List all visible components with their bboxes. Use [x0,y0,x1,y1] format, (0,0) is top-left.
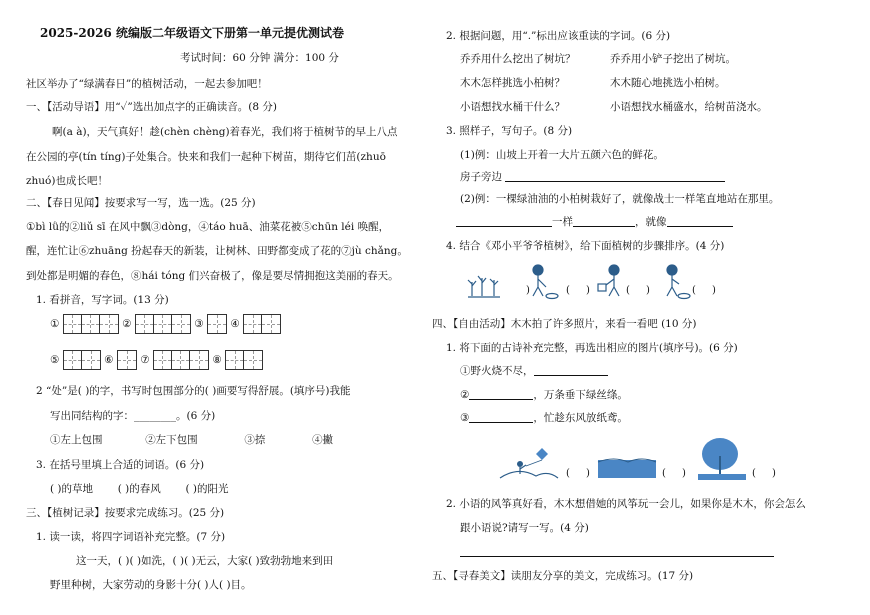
writing-grid-2[interactable] [135,314,191,334]
grid-label-6: ⑥ [104,354,114,366]
q1-line-2: 在公园的亭(tín tíng)子处集合。快来和我们一起种下树苗，期待它们茁(zhuō [26,151,386,163]
q2-line-3: 到处都是明媚的春色，⑧hái tóng 们兴奋极了，像是要尽情拥抱这美丽的春天。 [26,270,399,282]
q4-2-line-1: 2. 小语的风筝真好看，木木想借她的风筝玩一会儿，如果你是木木，你会怎么 [446,498,806,510]
svg-text:): ) [712,285,716,296]
grid-label-7: ⑦ [140,354,150,366]
svg-text:(: ( [692,285,696,296]
svg-text:): ) [682,468,686,479]
q2-4-heading: 4. 结合《邓小平爷爷植树》，给下面植树的步骤排序。(4 分) [446,240,725,252]
grid-label-8: ⑧ [212,354,222,366]
q2-line-1 [26,221,426,234]
q3-line-2: 野里种树，大家劳动的身影十分( )人( )目。 [50,579,252,591]
q1-line-3: zhuó)也成长吧！ [26,175,108,187]
poem-line-2 [460,389,628,402]
writing-grid-8[interactable] [225,350,263,370]
grid-label-5: ⑤ [50,354,60,366]
section-1-heading: 一、【活动导语】用“✓”选出加点字的正确读音。(8 分) [26,101,277,113]
fill-item-1: ( )的草地 [50,483,94,495]
answer-blank-5[interactable] [460,546,774,557]
svg-text:(: ( [566,468,570,479]
fill-item-2: ( )的春风 [117,483,161,495]
subquestion-2-line-1: 2 “处”是( )的字，书写时包围部分的( )画要写得舒展。(填序号)我能 [36,385,351,397]
section-5-heading: 五、【寻春美文】读朋友分享的美文，完成练习。(17 分) [432,570,694,582]
watering-child-icon [598,265,619,296]
poem-line-1 [460,365,608,378]
section-2-heading: 二、【春日见闻】按要求写一写，选一选。(25 分) [26,197,256,209]
grid-row-2 [50,350,263,370]
answer-blank-2[interactable] [456,216,552,227]
seedlings-icon [468,276,500,297]
subquestion-3: 3. 在括号里填上合适的词语。(6 分) [36,459,205,471]
subquestion-3-items [50,483,228,496]
svg-text:(: ( [752,468,756,479]
planting-steps-illustration [466,262,730,304]
q4-2-line-2: 跟小语说?请写一写。(4 分) [460,522,589,534]
svg-text:(: ( [566,285,570,296]
example-1-answer-line [460,171,725,184]
option-4: ④撇 [312,434,334,446]
writing-grid-4[interactable] [243,314,281,334]
q2-line-2: 醒，连忙让⑥zhuāng 扮起春天的新装，让树林、田野都变成了花的⑦jù chǎng。 [26,245,408,257]
poem-line-3 [460,412,628,425]
svg-text:): ) [526,285,530,296]
subquestion-1: 1. 看拼音，写字词。(13 分) [36,294,169,306]
poem-line-1-text: ①野火烧不尽， [460,365,534,377]
willow-tree-icon [698,438,746,480]
svg-text:(: ( [662,468,666,479]
q2-2-heading: 2. 根据问题，用“.”标出应该重读的字词。(6 分) [446,30,671,42]
poem-pictures [498,436,798,486]
q1-line-1: 啊(a à)，天气真好！趁(chèn chèng)着春光，我们将于植树节的早上八点 [52,126,398,138]
q4-2-answer-line[interactable] [460,546,774,559]
poem-line-2-num: ② [460,389,470,401]
digging-child-icon [533,265,558,299]
pair-1-question: 乔乔用什么挖出了树坑？ [460,53,576,65]
option-3: ③捺 [244,434,266,446]
section-3-sub-1: 1. 读一读，将四字词语补充完整。(7 分) [36,531,226,543]
pair-2-question: 木木怎样挑选小柏树？ [460,77,565,89]
poem-blank-2[interactable] [469,389,533,400]
example-2: (2)例：一棵绿油油的小柏树栽好了，就像战士一样笔直地站在那里。 [460,193,780,205]
pair-3-answer: 小语想找水桶盛水，给树苗浇水。 [610,101,768,113]
q4-1-heading: 1. 将下面的古诗补充完整，再选出相应的图片(填序号)。(6 分) [446,342,738,354]
pair-2-answer: 木木随心地挑选小柏树。 [610,77,726,89]
poem-blank-1[interactable] [534,365,608,376]
poem-line-3-text: ，忙趁东风放纸鸢。 [533,412,628,424]
planting-child-icon [667,265,690,299]
fill-item-3: ( )的阳光 [185,483,229,495]
grid-label-2: ② [122,318,132,330]
section-4-heading: 四、【自由活动】木木拍了许多照片，来看一看吧 (10 分) [432,318,697,330]
exam-title: 2025-2026 统编版二年级语文下册第一单元提优测试卷 [40,26,344,40]
svg-text:(: ( [626,285,630,296]
svg-text:): ) [772,468,776,479]
svg-text:): ) [586,285,590,296]
exam-info: 考试时间：60 分钟 满分：100 分 [180,52,339,64]
q2-line-1-text: ①bì lǜ的②liǔ sī 在风中飘③dòng，④táo huā、油菜花被⑤chūn léi 唤醒， [26,221,390,233]
svg-text:): ) [646,285,650,296]
kite-flying-icon [500,448,558,478]
subquestion-2-line-2: 写出同结构的字：________。(6 分) [50,410,216,422]
poem-blank-3[interactable] [469,412,533,423]
svg-text:): ) [586,468,590,479]
writing-grid-3[interactable] [207,314,227,334]
option-2: ②左下包围 [145,434,198,446]
grassland-icon [598,459,656,478]
q2-3-heading: 3. 照样子，写句子。(8 分) [446,125,573,137]
writing-grid-6[interactable] [117,350,137,370]
grid-row-1 [50,314,281,334]
writing-grid-7[interactable] [153,350,209,370]
grid-label-1: ① [50,318,60,330]
answer-blank-1[interactable] [505,171,725,182]
writing-grid-5[interactable] [63,350,101,370]
answer-blank-4[interactable] [667,216,733,227]
subquestion-2-options [50,434,333,447]
q3-line-1: 这一天，( )( )如洗，( )( )无云，大家( )致勃勃地来到田 [76,555,334,567]
grid-label-4: ④ [230,318,240,330]
poem-line-2-text: ，万条垂下绿丝绦。 [533,389,628,401]
pair-1-answer: 乔乔用小铲子挖出了树坑。 [610,53,736,65]
example-2-yiyang: 一样 [552,216,573,228]
option-1: ①左上包围 [50,434,103,446]
pair-3-question: 小语想找水桶干什么？ [460,101,565,113]
poem-line-3-num: ③ [460,412,470,424]
example-2-jiuxiang: ，就像 [635,216,667,228]
example-1: (1)例：山坡上开着一大片五颜六色的鲜花。 [460,149,664,161]
example-1-prompt: 房子旁边 [460,171,502,183]
example-2-answer-line [456,216,733,229]
answer-blank-3[interactable] [573,216,635,227]
intro-text: 社区举办了“绿满春日”的植树活动，一起去参加吧！ [26,78,268,90]
grid-label-3: ③ [194,318,204,330]
section-3-heading: 三、【植树记录】按要求完成练习。(25 分) [26,507,225,519]
writing-grid-1[interactable] [63,314,119,334]
